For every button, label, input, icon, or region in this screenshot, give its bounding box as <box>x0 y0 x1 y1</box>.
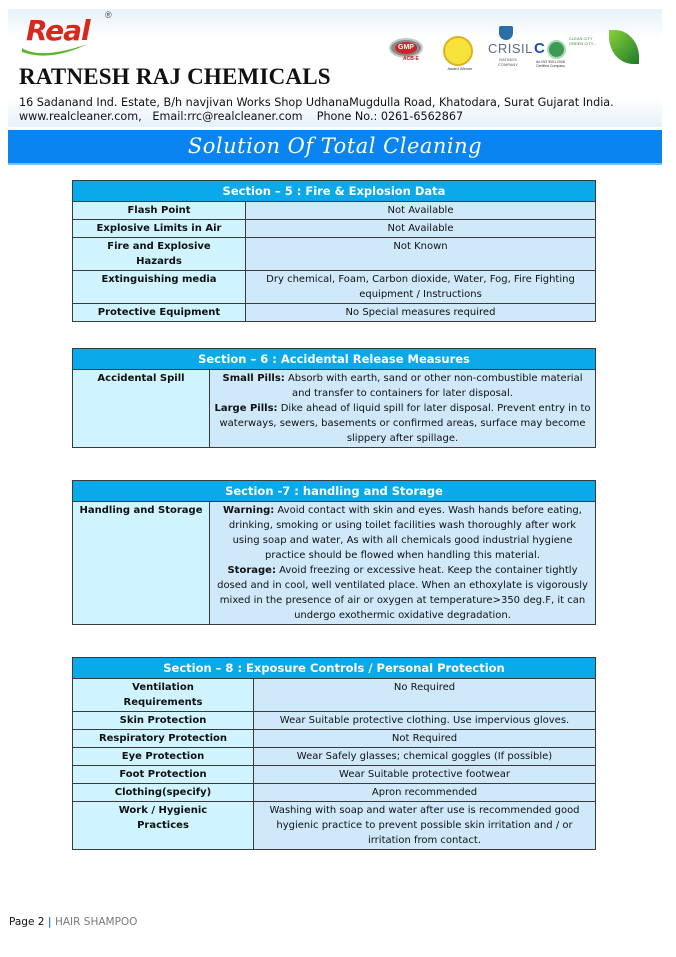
row-value: Washing with soap and water after use is recommended good hygienic practice to prevent possible skin irritation and / or irritation from contact. <box>254 802 596 850</box>
row-label: Skin Protection <box>73 712 254 730</box>
section-8-table <box>72 657 596 850</box>
section-title: Section -7 : handling and Storage <box>73 481 596 502</box>
table-row <box>73 712 596 730</box>
iso-caption: An ISO 9001:2008 Certified Company <box>536 60 565 68</box>
iso-c-icon: C <box>534 40 545 57</box>
crisil-shield-icon <box>499 26 513 40</box>
table-row <box>73 370 596 448</box>
page-footer <box>9 916 137 928</box>
table-row <box>73 802 596 850</box>
acb-logo-icon: ACB-E <box>403 56 419 62</box>
large-spill-text: Large Pills: Dike ahead of liquid spill for later disposal. Prevent entry in to waterways, sewers, basements or confirmed areas, surface may become slippery after spillage. <box>214 403 591 444</box>
tagline-banner <box>8 130 662 165</box>
award-seal-icon <box>443 36 473 66</box>
real-logo <box>20 14 120 58</box>
footer-separator: | <box>47 916 52 928</box>
certification-logos <box>385 24 647 71</box>
crisil-caption: RATINGS COMPANY <box>498 57 518 67</box>
document-name: HAIR SHAMPOO <box>54 916 138 928</box>
section-title: Section – 8 : Exposure Controls / Personal Protection <box>73 658 596 679</box>
gmp-logo-icon: GMP <box>389 38 423 58</box>
table-row <box>73 271 596 304</box>
crisil-logo: CRISIL <box>488 41 533 56</box>
row-value: Not Known <box>246 238 596 271</box>
green-city-caption: CLEAN CITY GREEN CITY... <box>569 36 597 46</box>
table-row <box>73 220 596 238</box>
table-row <box>73 238 596 271</box>
table-row <box>73 748 596 766</box>
row-label: Work / Hygienic Practices <box>73 802 254 850</box>
row-label: Protective Equipment <box>73 304 246 322</box>
award-caption: Award Winner <box>447 66 473 71</box>
section-7-table <box>72 480 596 625</box>
row-label: Handling and Storage <box>73 502 210 625</box>
section-5-table <box>72 180 596 322</box>
leaf-icon <box>609 30 639 64</box>
row-value: Apron recommended <box>254 784 596 802</box>
row-label: Ventilation Requirements <box>73 679 254 712</box>
row-value: Not Available <box>246 220 596 238</box>
small-spill-text: Small Pills: Absorb with earth, sand or other non-combustible material and transfer to containers for later disposal. <box>222 373 583 399</box>
swoosh-icon <box>20 42 90 58</box>
brand-name: Real <box>26 14 90 47</box>
table-row <box>73 202 596 220</box>
row-value: No Required <box>254 679 596 712</box>
row-value: Wear Safely glasses; chemical goggles (If possible) <box>254 748 596 766</box>
row-value: Wear Suitable protective clothing. Use impervious gloves. <box>254 712 596 730</box>
table-row <box>73 784 596 802</box>
registered-mark: ® <box>105 10 112 20</box>
row-label: Foot Protection <box>73 766 254 784</box>
iso-seal-icon <box>547 40 566 59</box>
page-number: Page 2 <box>9 916 45 928</box>
row-value <box>210 502 596 625</box>
row-label: Explosive Limits in Air <box>73 220 246 238</box>
company-name: RATNESH RAJ CHEMICALS <box>19 64 331 89</box>
section-title: Section – 6 : Accidental Release Measures <box>73 349 596 370</box>
table-row <box>73 679 596 712</box>
warning-text: Warning: Avoid contact with skin and eyes. Wash hands before eating, drinking, smoking or using toilet facilities wash thoroughly after work using soap and water, As with all chemicals good industrial hygiene practice should be flowed when handling this material. <box>223 505 582 561</box>
row-label: Accidental Spill <box>73 370 210 448</box>
row-label: Eye Protection <box>73 748 254 766</box>
section-title: Section – 5 : Fire & Explosion Data <box>73 181 596 202</box>
table-row <box>73 304 596 322</box>
table-row <box>73 766 596 784</box>
row-label: Respiratory Protection <box>73 730 254 748</box>
row-label: Clothing(specify) <box>73 784 254 802</box>
row-value <box>210 370 596 448</box>
table-row <box>73 502 596 625</box>
company-contact: www.realcleaner.com, Email:rrc@realcleaner.com Phone No.: 0261-6562867 <box>19 110 464 123</box>
company-address: 16 Sadanand Ind. Estate, B/h navjivan Works Shop UdhanaMugdulla Road, Khatodara, Surat Gujarat India. <box>19 96 614 109</box>
row-value: Dry chemical, Foam, Carbon dioxide, Water, Fog, Fire Fighting equipment / Instructions <box>246 271 596 304</box>
row-value: Not Available <box>246 202 596 220</box>
storage-text: Storage: Avoid freezing or excessive heat. Keep the container tightly dosed and in cool, well ventilated place. When an ethoxylate is vigorously mixed in the presence of air or oxygen at temperature>350 deg.F, it can undergo exothermic oxidative degradation. <box>217 565 588 621</box>
row-value: Wear Suitable protective footwear <box>254 766 596 784</box>
tagline: Solution Of Total Cleaning <box>187 134 483 158</box>
table-row <box>73 730 596 748</box>
row-value: No Special measures required <box>246 304 596 322</box>
row-label: Extinguishing media <box>73 271 246 304</box>
section-6-table <box>72 348 596 448</box>
row-label: Fire and Explosive Hazards <box>73 238 246 271</box>
row-label: Flash Point <box>73 202 246 220</box>
row-value: Not Required <box>254 730 596 748</box>
